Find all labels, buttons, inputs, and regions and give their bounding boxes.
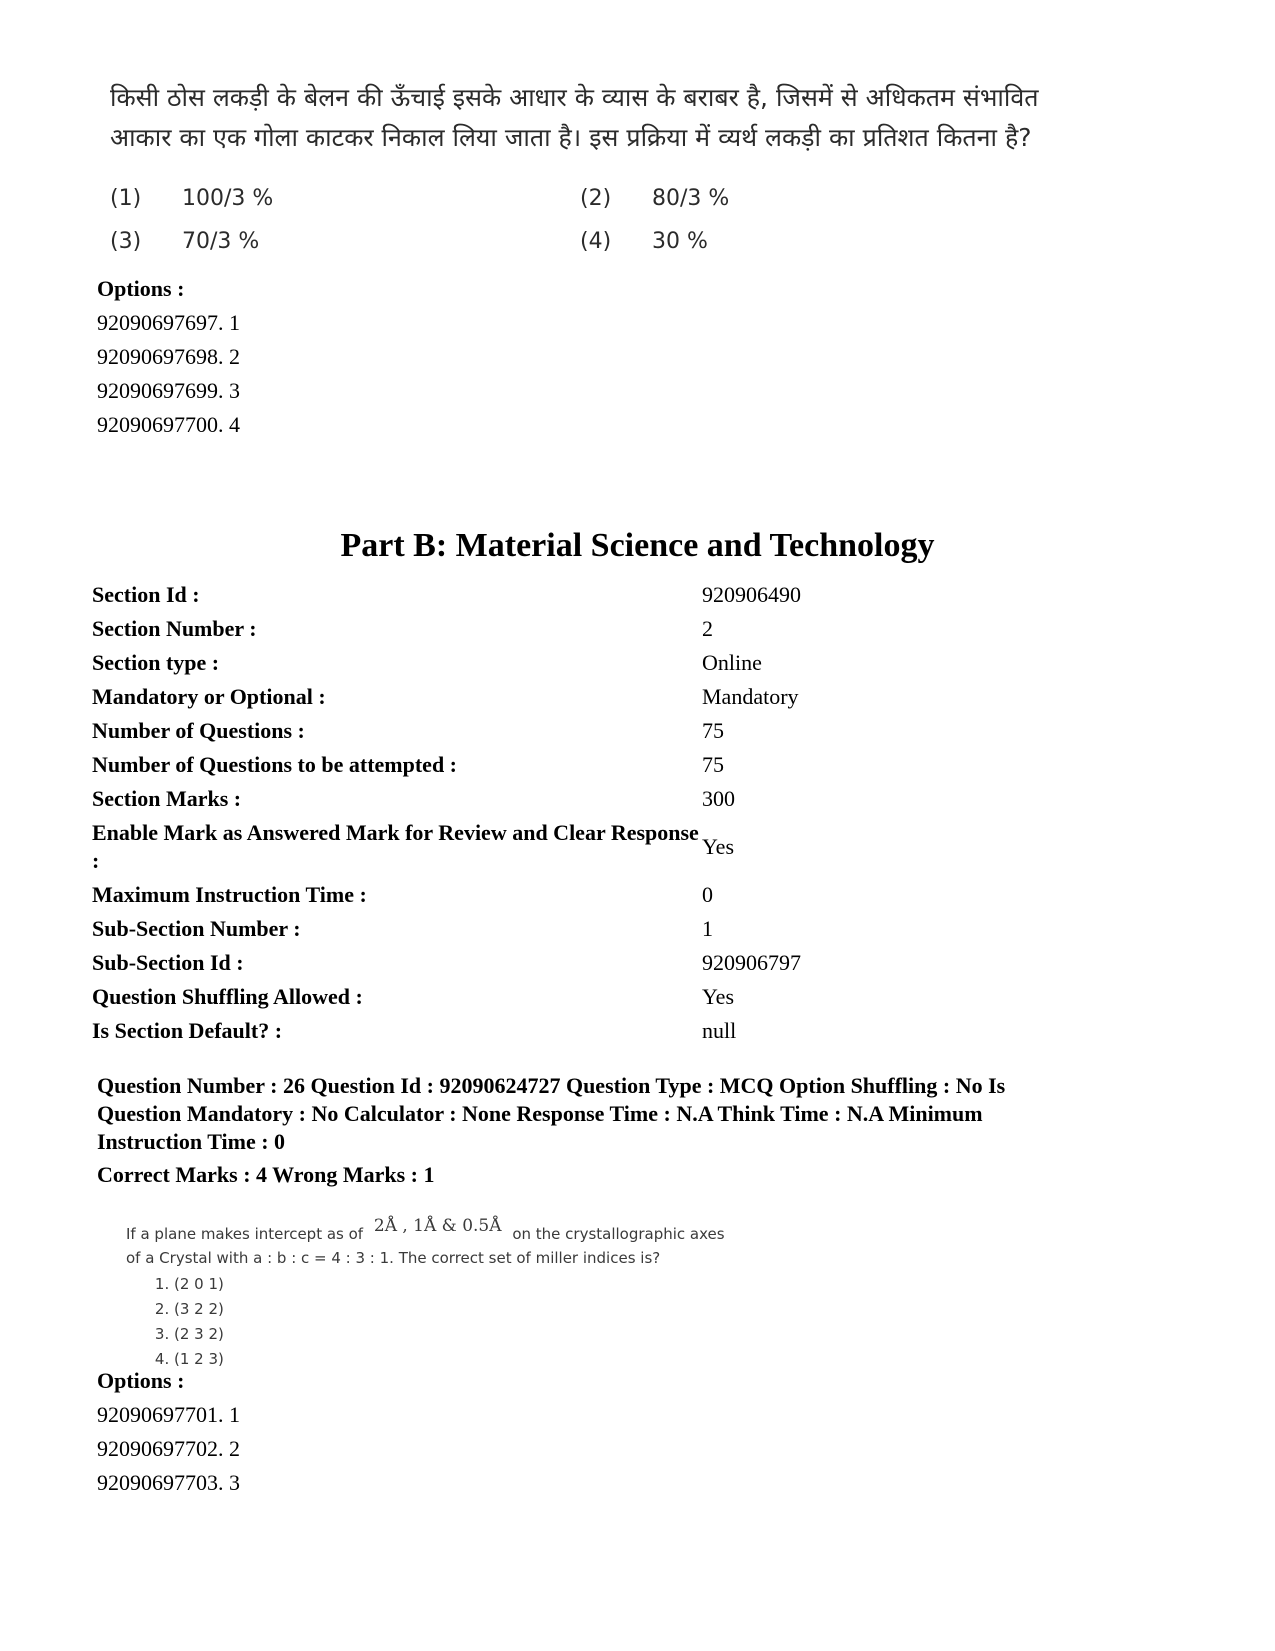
question-marks: Correct Marks : 4 Wrong Marks : 1 — [97, 1162, 435, 1187]
choice: 3. (2 3 2) — [174, 1322, 806, 1347]
question-stem-line-2: of a Crystal with a : b : c = 4 : 3 : 1. The correct set of miller indices is? — [126, 1249, 661, 1267]
choice-2: (2) 80/3 % — [580, 186, 730, 211]
option-id: 92090697702. 2 — [97, 1436, 240, 1461]
choice-1: (1) 100/3 % — [110, 186, 274, 211]
choice-4: (4) 30 % — [580, 229, 708, 254]
options-heading: Options : — [97, 1368, 185, 1393]
question-choices — [126, 1272, 806, 1372]
section-row: Sub-Section Id : 920906797 — [92, 950, 801, 975]
section-row: Mandatory or Optional : Mandatory — [92, 684, 799, 709]
option-id: 92090697703. 3 — [97, 1470, 240, 1495]
section-row: Question Shuffling Allowed : Yes — [92, 984, 735, 1009]
option-id: 92090697701. 1 — [97, 1402, 240, 1427]
question-meta-line: Question Mandatory : No Calculator : None Response Time : N.A Think Time : N.A Minimum — [97, 1101, 983, 1126]
section-row: Section Marks : 300 — [92, 786, 735, 811]
options-list-1 — [97, 272, 240, 442]
section-row: Section Id : 920906490 — [92, 582, 801, 607]
choice: 2. (3 2 2) — [174, 1297, 806, 1322]
question-meta-line: Question Number : 26 Question Id : 92090624727 Question Type : MCQ Option Shuffling : No Is — [97, 1073, 1006, 1098]
option-id: 92090697698. 2 — [97, 344, 240, 369]
options-list-2 — [97, 1364, 240, 1500]
section-row: Section Number : 2 — [92, 616, 713, 641]
option-id: 92090697697. 1 — [97, 310, 240, 335]
question-stem-line-2: आकार का एक गोला काटकर निकाल लिया जाता है। इस प्रक्रिया में व्यर्थ लकड़ी का प्रतिशत कितना है? — [110, 123, 1032, 152]
hindi-question-image — [110, 78, 1150, 254]
section-row: Sub-Section Number : 1 — [92, 916, 713, 941]
question-meta — [97, 1072, 1147, 1156]
section-info-table — [92, 578, 1092, 1048]
question-stem-line-1: किसी ठोस लकड़ी के बेलन की ऊँचाई इसके आधार के व्यास के बराबर है, जिसमें से अधिकतम संभावित — [110, 83, 1039, 112]
option-id: 92090697699. 3 — [97, 378, 240, 403]
choice-3: (3) 70/3 % — [110, 229, 260, 254]
english-question-image — [126, 1216, 806, 1372]
options-heading: Options : — [97, 276, 185, 301]
section-row: Number of Questions : 75 — [92, 718, 724, 743]
section-row: Section type : Online — [92, 650, 762, 675]
question-meta-line: Instruction Time : 0 — [97, 1129, 286, 1154]
part-title: Part B: Material Science and Technology — [340, 527, 935, 564]
intercept-values: 2Å , 1Å & 0.5Å — [373, 1216, 502, 1236]
section-row: Maximum Instruction Time : 0 — [92, 882, 713, 907]
question-choices — [110, 186, 1150, 254]
section-row: Number of Questions to be attempted : 75 — [92, 752, 724, 777]
choice: 1. (2 0 1) — [174, 1272, 806, 1297]
choice: 4. (1 2 3) — [174, 1347, 806, 1372]
question-stem-line-1: If a plane makes intercept as of 2Å , 1Å & 0.5Å on the crystallographic axes — [126, 1216, 725, 1243]
section-row: Enable Mark as Answered Mark for Review and Clear Response : Yes — [92, 820, 735, 873]
section-row: Is Section Default? : null — [92, 1018, 737, 1043]
option-id: 92090697700. 4 — [97, 412, 240, 437]
